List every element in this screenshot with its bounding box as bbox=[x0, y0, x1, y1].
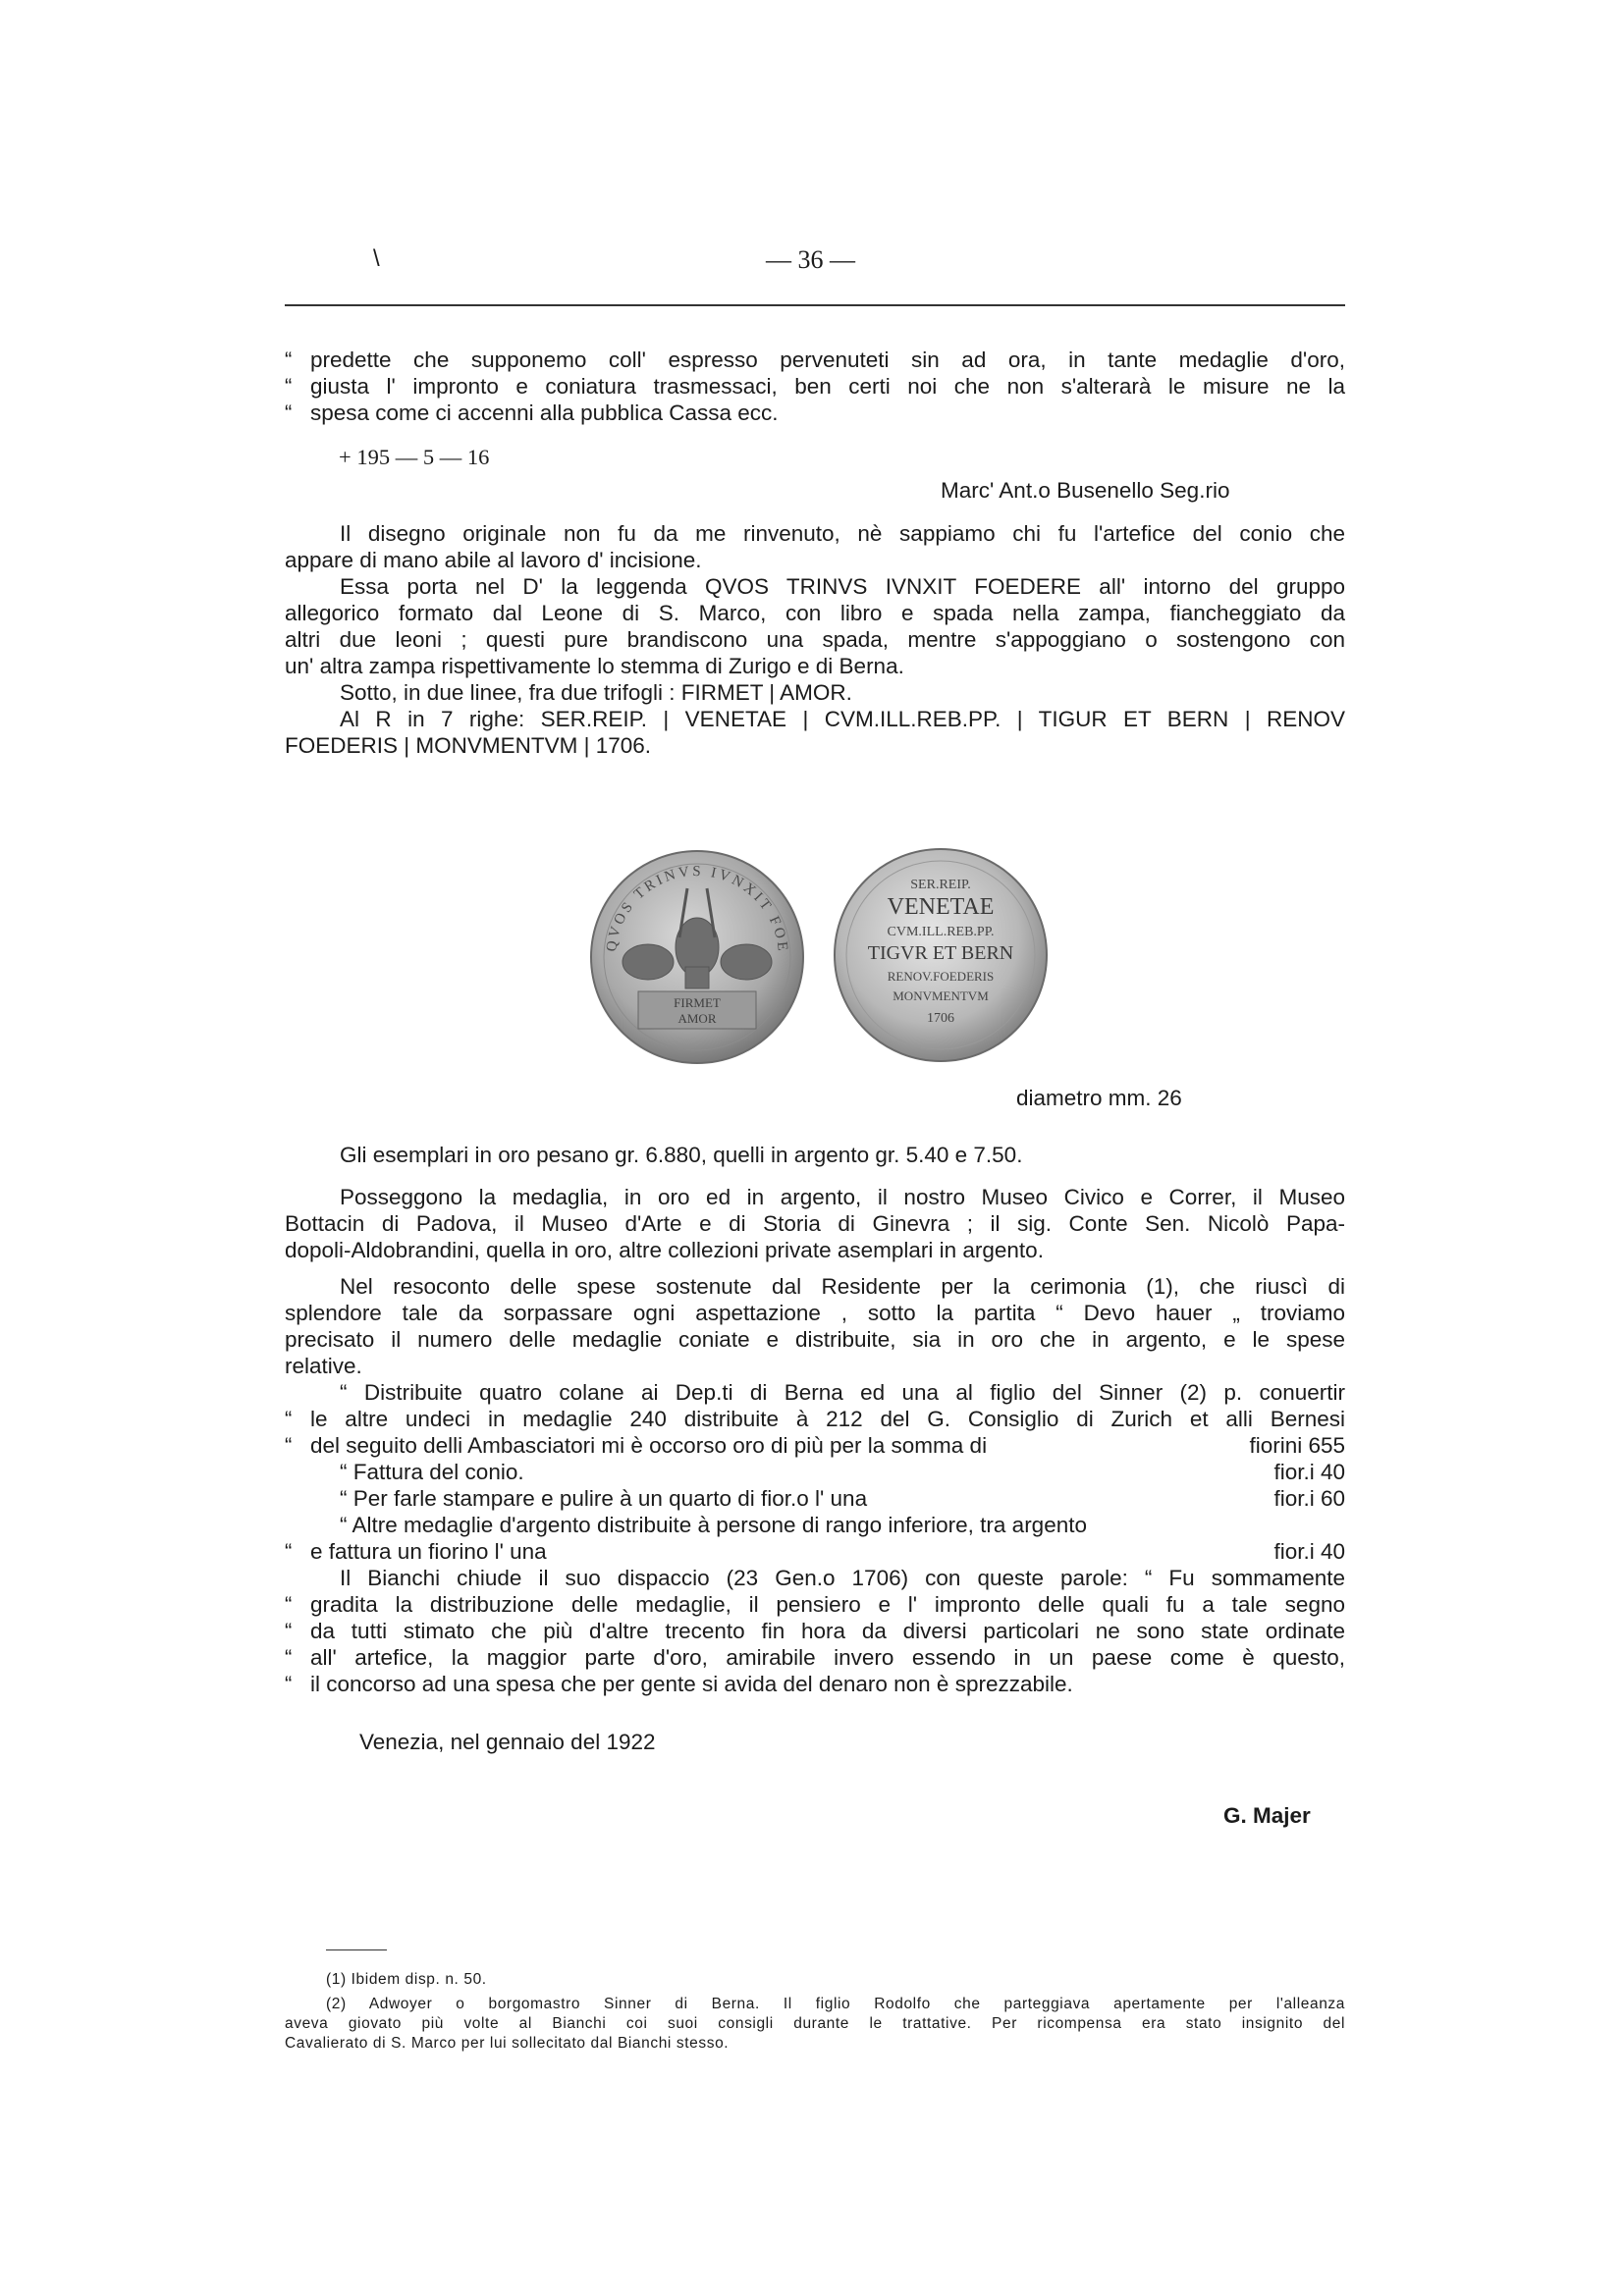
obverse-exergue-2: AMOR bbox=[677, 1011, 717, 1026]
coin-reverse bbox=[835, 849, 1047, 1061]
owners-line: dopoli-Aldobrandini, quella in oro, altre collezioni private asemplari in argento. bbox=[285, 1238, 1044, 1262]
letter-signature: Marc' Ant.o Busenello Seg.rio bbox=[941, 478, 1230, 503]
vote-count: + 195 — 5 — 16 bbox=[339, 445, 490, 469]
header-rule bbox=[285, 304, 1345, 306]
author: G. Majer bbox=[1223, 1803, 1311, 1828]
letter-line: predette che supponemo coll' espresso pervenuteti sin ad ora, in tante medaglie d'oro, bbox=[310, 347, 1345, 372]
account-amount: fior.i 60 bbox=[1273, 1486, 1345, 1511]
owners-line: Posseggono la medaglia, in oro ed in argento, il nostro Museo Civico e Correr, il Museo bbox=[340, 1185, 1345, 1209]
quote-mark: “ bbox=[285, 400, 293, 425]
body-line: allegorico formato dal Leone di S. Marco, con libro e spada nella zampa, fiancheggiato da bbox=[285, 601, 1345, 625]
coin-image bbox=[569, 829, 1060, 1075]
obverse-legend: QVOS TRINVS IVNXIT FOE bbox=[604, 863, 791, 955]
closing-line: all' artefice, la maggior parte d'oro, amirabile invero essendo in un paese come è questo, bbox=[310, 1645, 1345, 1670]
account-line: le altre undeci in medaglie 240 distribuite à 212 del G. Consiglio di Zurich et alli Bernesi bbox=[310, 1407, 1345, 1431]
account-line: “ Per farle stampare e pulire à un quarto di fior.o l' una bbox=[340, 1486, 868, 1511]
account-line: “ Distribuite quatro colane ai Dep.ti di Berna ed una al figlio del Sinner (2) p. conuertir bbox=[340, 1380, 1345, 1405]
weights-line: Gli esemplari in oro pesano gr. 6.880, quelli in argento gr. 5.40 e 7.50. bbox=[340, 1143, 1023, 1167]
body-line: Essa porta nel D' la leggenda QVOS TRINVS IVNXIT FOEDERE all' intorno del gruppo bbox=[340, 574, 1345, 599]
place-date: Venezia, nel gennaio del 1922 bbox=[359, 1730, 656, 1754]
page-number: — 36 — bbox=[766, 245, 855, 274]
footnote-rule bbox=[326, 1949, 387, 1950]
expenses-line: Nel resoconto delle spese sostenute dal Residente per la cerimonia (1), che riuscì di bbox=[340, 1274, 1345, 1299]
footnote: (2) Adwoyer o borgomastro Sinner di Berna. Il figlio Rodolfo che parteggiava apertamente per l'alleanza bbox=[326, 1996, 1345, 2012]
closing-line: gradita la distribuzione delle medaglie, il pensiero e l' impronto delle quali fu a tale segno bbox=[310, 1592, 1345, 1617]
account-line: e fattura un fiorino l' una bbox=[310, 1539, 547, 1564]
account-line: del seguito delli Ambasciatori mi è occorso oro di più per la somma di bbox=[310, 1433, 988, 1458]
quote-mark: “ bbox=[285, 1407, 293, 1431]
quote-mark: “ bbox=[285, 1433, 293, 1458]
account-line: “ Altre medaglie d'argento distribuite à persone di rango inferiore, tra argento bbox=[340, 1513, 1087, 1537]
account-amount: fior.i 40 bbox=[1273, 1460, 1345, 1484]
quote-mark: “ bbox=[285, 374, 293, 399]
reverse-line: 1706 bbox=[927, 1011, 954, 1026]
expenses-line: splendore tale da sorpassare ogni aspettazione , sotto la partita “ Devo hauer „ troviamo bbox=[285, 1301, 1345, 1325]
reverse-line: MONVMENTVM bbox=[893, 988, 989, 1003]
body-line: Al R in 7 righe: SER.REIP. | VENETAE | CVM.ILL.REB.PP. | TIGUR ET BERN | RENOV bbox=[340, 707, 1345, 731]
reverse-line: RENOV.FOEDERIS bbox=[887, 969, 995, 984]
body-line: Sotto, in due linee, fra due trifogli : FIRMET | AMOR. bbox=[340, 680, 852, 705]
coin-diameter: diametro mm. 26 bbox=[1016, 1086, 1182, 1110]
corner-mark: \ bbox=[373, 245, 380, 272]
quote-mark: “ bbox=[285, 1619, 293, 1643]
account-line: “ Fattura del conio. bbox=[340, 1460, 524, 1484]
owners-line: Bottacin di Padova, il Museo d'Arte e di Storia di Ginevra ; il sig. Conte Sen. Nicolò Papa- bbox=[285, 1211, 1345, 1236]
body-line: un' altra zampa rispettivamente lo stemma di Zurigo e di Berna. bbox=[285, 654, 904, 678]
quote-mark: “ bbox=[285, 1672, 293, 1696]
body-line: altri due leoni ; questi pure brandiscono una spada, mentre s'appoggiano o sostengono con bbox=[285, 627, 1345, 652]
footnote: (1) Ibidem disp. n. 50. bbox=[326, 1971, 487, 1988]
coin-obverse bbox=[569, 829, 803, 1063]
quote-mark: “ bbox=[285, 1592, 293, 1617]
coin-figure bbox=[569, 829, 1060, 1075]
footnote: aveva giovato più volte al Bianchi coi suoi consigli durante le trattative. Per ricompensa era stato insignito del bbox=[285, 2015, 1345, 2032]
expenses-line: precisato il numero delle medaglie coniate e distribuite, sia in oro che in argento, e le spese bbox=[285, 1327, 1345, 1352]
body-line: appare di mano abile al lavoro d' incisione. bbox=[285, 548, 702, 572]
letter-line: giusta l' impronto e coniatura trasmessaci, ben certi noi che non s'alterarà le misure ne la bbox=[310, 374, 1345, 399]
quote-mark: “ bbox=[285, 347, 293, 372]
expenses-line: relative. bbox=[285, 1354, 362, 1378]
body-line: Il disegno originale non fu da me rinvenuto, nè sappiamo chi fu l'artefice del conio che bbox=[340, 521, 1345, 546]
quote-mark: “ bbox=[285, 1539, 293, 1564]
obverse-exergue-1: FIRMET bbox=[674, 995, 721, 1010]
body-line: FOEDERIS | MONVMENTVM | 1706. bbox=[285, 733, 652, 758]
reverse-line: VENETAE bbox=[887, 894, 995, 920]
closing-line: il concorso ad una spesa che per gente si avida del denaro non è sprezzabile. bbox=[310, 1672, 1073, 1696]
footnote: Cavalierato di S. Marco per lui sollecitato dal Bianchi stesso. bbox=[285, 2035, 730, 2052]
reverse-line: TIGVR ET BERN bbox=[867, 942, 1014, 964]
account-amount: fior.i 40 bbox=[1273, 1539, 1345, 1564]
account-amount: fiorini 655 bbox=[1249, 1433, 1345, 1458]
reverse-line: SER.REIP. bbox=[910, 878, 971, 892]
closing-line: da tutti stimato che più d'altre trecento fin hora da diversi particolari ne sono state ordinate bbox=[310, 1619, 1345, 1643]
reverse-line: CVM.ILL.REB.PP. bbox=[887, 925, 995, 939]
letter-line: spesa come ci accenni alla pubblica Cassa ecc. bbox=[310, 400, 779, 425]
closing-line: Il Bianchi chiude il suo dispaccio (23 Gen.o 1706) con queste parole: “ Fu sommamente bbox=[340, 1566, 1345, 1590]
quote-mark: “ bbox=[285, 1645, 293, 1670]
